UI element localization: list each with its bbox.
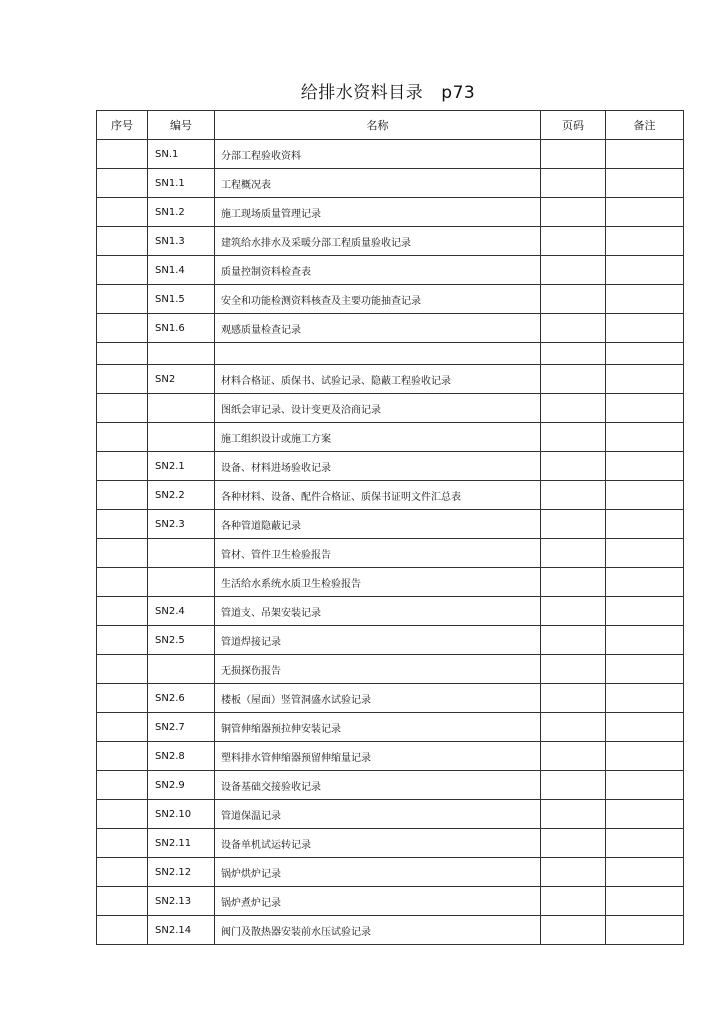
table-row [97, 684, 684, 713]
cell-code: SN2.4 [148, 597, 215, 626]
cell-index [97, 829, 148, 858]
cell-index [97, 626, 148, 655]
cell-page [541, 198, 606, 227]
cell-page [541, 829, 606, 858]
cell-index [97, 481, 148, 510]
cell-page [541, 597, 606, 626]
cell-name: 工程概况表 [215, 169, 541, 198]
cell-page [541, 423, 606, 452]
cell-remark [606, 394, 684, 423]
cell-name: 锅炉烘炉记录 [215, 858, 541, 887]
cell-remark [606, 140, 684, 169]
cell-name [215, 343, 541, 365]
header-remark: 备注 [606, 111, 684, 140]
cell-index [97, 365, 148, 394]
catalog-table [96, 110, 684, 945]
cell-name: 设备单机试运转记录 [215, 829, 541, 858]
cell-index [97, 394, 148, 423]
cell-code: SN2.1 [148, 452, 215, 481]
cell-remark [606, 597, 684, 626]
cell-code: SN.1 [148, 140, 215, 169]
cell-index [97, 452, 148, 481]
cell-name: 设备、材料进场验收记录 [215, 452, 541, 481]
cell-code: SN2 [148, 365, 215, 394]
cell-page [541, 626, 606, 655]
cell-page [541, 539, 606, 568]
table-row [97, 140, 684, 169]
cell-page [541, 771, 606, 800]
cell-index [97, 539, 148, 568]
table-row [97, 227, 684, 256]
table-row [97, 314, 684, 343]
cell-name: 无损探伤报告 [215, 655, 541, 684]
cell-code: SN1.6 [148, 314, 215, 343]
cell-page [541, 510, 606, 539]
cell-page [541, 256, 606, 285]
table-row [97, 365, 684, 394]
cell-index [97, 285, 148, 314]
cell-name: 锅炉煮炉记录 [215, 887, 541, 916]
cell-index [97, 858, 148, 887]
table-row [97, 800, 684, 829]
cell-remark [606, 256, 684, 285]
cell-code: SN1.5 [148, 285, 215, 314]
table-row [97, 771, 684, 800]
cell-index [97, 423, 148, 452]
cell-remark [606, 169, 684, 198]
cell-remark [606, 343, 684, 365]
cell-code [148, 423, 215, 452]
cell-remark [606, 829, 684, 858]
cell-name: 阀门及散热器安装前水压试验记录 [215, 916, 541, 945]
cell-name: 各种材料、设备、配件合格证、质保书证明文件汇总表 [215, 481, 541, 510]
table-row [97, 742, 684, 771]
title-text: 给排水资料目录 [300, 83, 424, 103]
cell-code [148, 539, 215, 568]
cell-page [541, 314, 606, 343]
table-row [97, 597, 684, 626]
cell-name: 管道支、吊架安装记录 [215, 597, 541, 626]
header-index: 序号 [97, 111, 148, 140]
cell-index [97, 169, 148, 198]
cell-code: SN2.3 [148, 510, 215, 539]
cell-code: SN2.12 [148, 858, 215, 887]
cell-name: 材料合格证、质保书、试验记录、隐蔽工程验收记录 [215, 365, 541, 394]
cell-remark [606, 285, 684, 314]
cell-remark [606, 713, 684, 742]
cell-remark [606, 198, 684, 227]
cell-code: SN1.3 [148, 227, 215, 256]
cell-name: 分部工程验收资料 [215, 140, 541, 169]
cell-remark [606, 626, 684, 655]
cell-name: 质量控制资料检查表 [215, 256, 541, 285]
cell-name: 管道焊接记录 [215, 626, 541, 655]
cell-code [148, 343, 215, 365]
cell-code: SN1.1 [148, 169, 215, 198]
cell-page [541, 394, 606, 423]
cell-index [97, 510, 148, 539]
cell-page [541, 285, 606, 314]
cell-remark [606, 452, 684, 481]
table-row [97, 713, 684, 742]
table-row [97, 626, 684, 655]
cell-remark [606, 916, 684, 945]
cell-remark [606, 314, 684, 343]
cell-remark [606, 365, 684, 394]
table-header-row [97, 111, 684, 140]
cell-remark [606, 800, 684, 829]
cell-page [541, 713, 606, 742]
cell-page [541, 858, 606, 887]
cell-remark [606, 481, 684, 510]
cell-index [97, 140, 148, 169]
cell-name: 楼板（屋面）竖管洞盛水试验记录 [215, 684, 541, 713]
cell-remark [606, 539, 684, 568]
cell-remark [606, 655, 684, 684]
cell-page [541, 452, 606, 481]
header-name: 名称 [215, 111, 541, 140]
cell-name: 铜管伸缩器预拉伸安装记录 [215, 713, 541, 742]
cell-code: SN2.9 [148, 771, 215, 800]
cell-remark [606, 887, 684, 916]
table-row [97, 568, 684, 597]
cell-name: 施工现场质量管理记录 [215, 198, 541, 227]
cell-name: 生活给水系统水质卫生检验报告 [215, 568, 541, 597]
cell-index [97, 800, 148, 829]
cell-page [541, 684, 606, 713]
table-row [97, 198, 684, 227]
cell-remark [606, 742, 684, 771]
cell-index [97, 256, 148, 285]
table-row [97, 394, 684, 423]
table-row [97, 481, 684, 510]
cell-code [148, 568, 215, 597]
cell-name: 观感质量检查记录 [215, 314, 541, 343]
cell-code: SN2.10 [148, 800, 215, 829]
cell-remark [606, 227, 684, 256]
cell-page [541, 742, 606, 771]
table-row [97, 285, 684, 314]
cell-name: 建筑给水排水及采暖分部工程质量验收记录 [215, 227, 541, 256]
table-row [97, 539, 684, 568]
table-row [97, 452, 684, 481]
cell-page [541, 655, 606, 684]
table-row [97, 887, 684, 916]
cell-index [97, 887, 148, 916]
table-row [97, 423, 684, 452]
cell-name: 塑料排水管伸缩器预留伸缩量记录 [215, 742, 541, 771]
table-row [97, 829, 684, 858]
cell-name: 设备基础交接验收记录 [215, 771, 541, 800]
cell-code: SN2.14 [148, 916, 215, 945]
cell-code: SN2.2 [148, 481, 215, 510]
cell-code: SN2.5 [148, 626, 215, 655]
cell-index [97, 684, 148, 713]
cell-page [541, 365, 606, 394]
cell-remark [606, 858, 684, 887]
document-title [0, 78, 724, 103]
page-reference: p73 [441, 83, 476, 103]
cell-page [541, 481, 606, 510]
cell-name: 安全和功能检测资料核查及主要功能抽查记录 [215, 285, 541, 314]
cell-name: 施工组织设计或施工方案 [215, 423, 541, 452]
table-row [97, 510, 684, 539]
cell-index [97, 916, 148, 945]
cell-page [541, 800, 606, 829]
cell-name: 图纸会审记录、设计变更及洽商记录 [215, 394, 541, 423]
cell-code: SN1.2 [148, 198, 215, 227]
cell-code: SN2.13 [148, 887, 215, 916]
header-code: 编号 [148, 111, 215, 140]
table-row [97, 256, 684, 285]
table-row [97, 916, 684, 945]
cell-code [148, 655, 215, 684]
table-row [97, 655, 684, 684]
cell-remark [606, 771, 684, 800]
cell-index [97, 198, 148, 227]
cell-code: SN2.8 [148, 742, 215, 771]
cell-code: SN2.7 [148, 713, 215, 742]
cell-remark [606, 568, 684, 597]
cell-page [541, 916, 606, 945]
cell-page [541, 227, 606, 256]
cell-remark [606, 684, 684, 713]
table-row [97, 169, 684, 198]
cell-name: 管材、管件卫生检验报告 [215, 539, 541, 568]
cell-page [541, 887, 606, 916]
cell-code: SN2.6 [148, 684, 215, 713]
cell-index [97, 227, 148, 256]
cell-remark [606, 510, 684, 539]
cell-index [97, 742, 148, 771]
cell-index [97, 343, 148, 365]
cell-page [541, 169, 606, 198]
cell-name: 各种管道隐蔽记录 [215, 510, 541, 539]
header-page: 页码 [541, 111, 606, 140]
cell-code [148, 394, 215, 423]
cell-index [97, 597, 148, 626]
cell-page [541, 343, 606, 365]
cell-page [541, 140, 606, 169]
cell-remark [606, 423, 684, 452]
cell-code: SN2.11 [148, 829, 215, 858]
cell-name: 管道保温记录 [215, 800, 541, 829]
cell-index [97, 713, 148, 742]
cell-index [97, 655, 148, 684]
cell-code: SN1.4 [148, 256, 215, 285]
table-row [97, 343, 684, 365]
cell-index [97, 771, 148, 800]
cell-index [97, 568, 148, 597]
cell-page [541, 568, 606, 597]
cell-index [97, 314, 148, 343]
table-row [97, 858, 684, 887]
